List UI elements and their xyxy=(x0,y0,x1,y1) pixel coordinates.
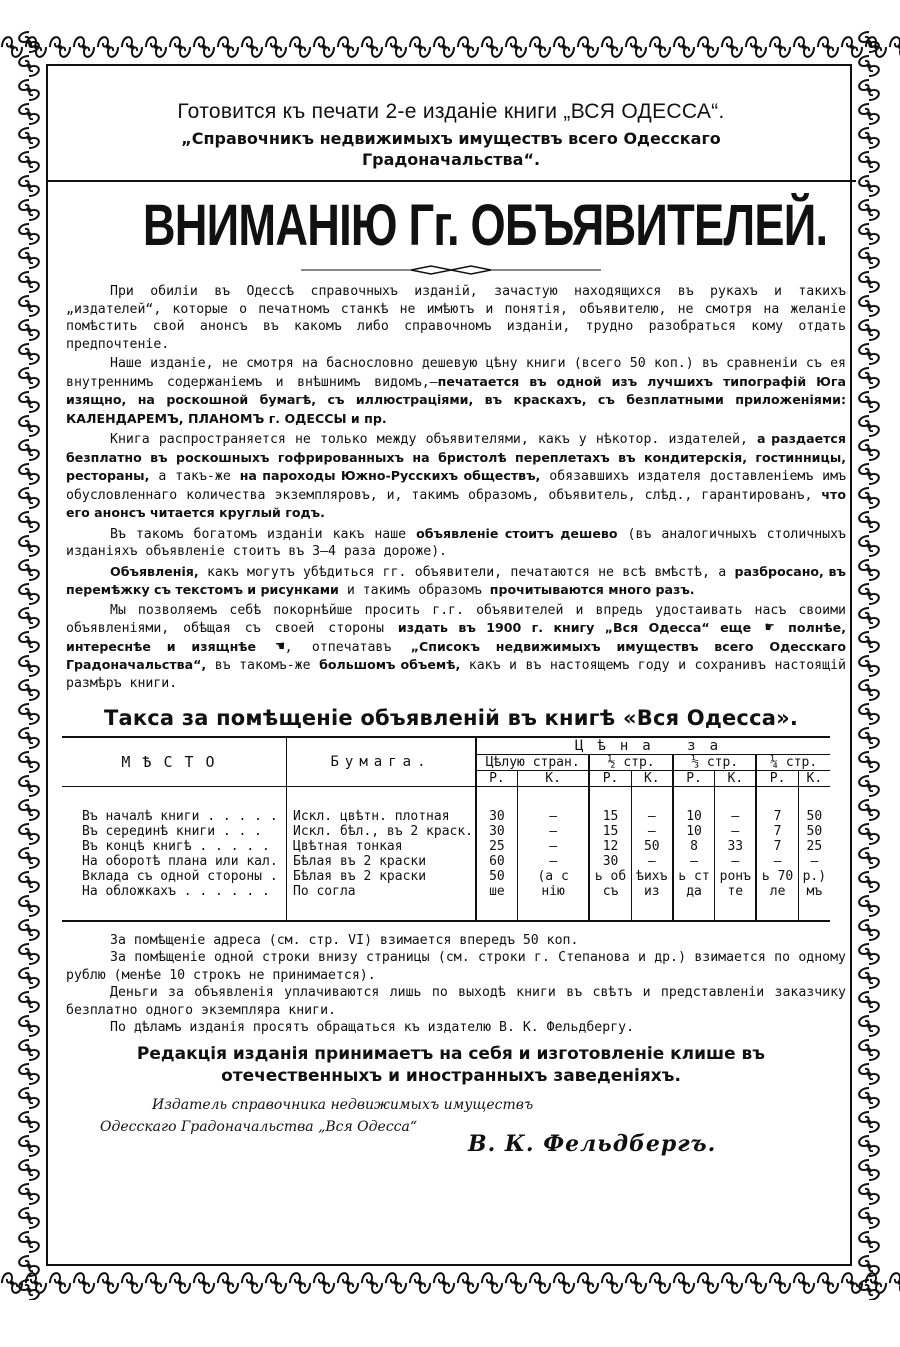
text: обязавшихъ издателя доставленіемъ имъ обусловленнаго количества экземпляровъ, и, такимъ образомъ, объявитель, слѣд., гарантированъ, xyxy=(66,469,847,503)
publisher-line: Издатель справочника недвижимыхъ имуществъ xyxy=(152,1096,534,1113)
kopecks-label: К. xyxy=(517,771,589,787)
paragraph xyxy=(66,525,846,561)
bold-text: Объявленія, xyxy=(110,563,199,579)
paper-cell: По согла xyxy=(287,884,477,899)
subheader-quarter-page: ¼ стр. xyxy=(756,755,830,771)
price-cell: из xyxy=(631,884,673,899)
subheader-half-page: ½ стр. xyxy=(589,755,673,771)
price-cell: — xyxy=(517,854,589,869)
price-cell: ронъ xyxy=(715,869,757,884)
body-text xyxy=(66,283,846,692)
ornamental-border-right xyxy=(852,30,886,1300)
bold-text: большомъ объемѣ, xyxy=(319,657,461,672)
price-cell: съ xyxy=(589,884,631,899)
signature-block xyxy=(56,1097,846,1187)
paper-cell: Цвѣтная тонкая xyxy=(287,839,477,854)
subheader-full-page: Цѣлую стран. xyxy=(476,755,589,771)
paper-cell: Искл. цвѣтн. плотная xyxy=(287,809,477,824)
price-cell: 15 xyxy=(589,809,631,824)
price-cell: (а с xyxy=(517,869,589,884)
price-cell: 10 xyxy=(673,824,715,839)
place-cell: На обложкахъ . . . . . . xyxy=(82,883,270,899)
flourish-divider xyxy=(301,263,601,277)
place-cell: Въ началѣ книги . . . . . xyxy=(82,808,278,824)
publisher-line: Одесскаго Градоначальства „Вся Одесса“ xyxy=(100,1118,418,1135)
price-cell: 8 xyxy=(673,839,715,854)
price-cell: ь 70 xyxy=(756,869,798,884)
note: За помѣщеніе адреса (см. стр. VI) взимается впередъ 50 коп. xyxy=(110,932,579,948)
editorial-notice: Редакція изданія принимаетъ на себя и изготовленіе клише въ отечественныхъ и иностранныхъ заведеніяхъ. xyxy=(136,1043,766,1086)
price-cell: 30 xyxy=(476,824,517,839)
text: какъ и въ настоящемъ году и сохранивъ настоящій размѣръ книги. xyxy=(66,658,846,691)
ornamental-border-left xyxy=(12,30,46,1300)
rates-title: Такса за помѣщеніе объявленій въ книгѣ «Вся Одесса». xyxy=(103,706,799,730)
paragraph xyxy=(66,355,846,428)
price-cell: — xyxy=(715,854,757,869)
price-cell: ь об xyxy=(589,869,631,884)
text: Наше изданіе, не смотря на баснословно дешевую цѣну книги (всего 50 коп.) въ сравненіи съ ея внутреннимъ содержаніемъ и внѣшнимъ видомъ,— xyxy=(66,356,846,390)
bold-text: издать въ 1900 г. книгу „Вся Одесса“ еще xyxy=(397,620,752,635)
text: Книга распространяется не только между объявителями, какъ у нѣкотор. издателей, xyxy=(110,432,748,447)
divider xyxy=(46,180,856,182)
price-cell: нію xyxy=(517,884,589,899)
price-cell: — xyxy=(673,854,715,869)
rates-body xyxy=(62,809,830,899)
subheader-third-page: ⅓ стр. xyxy=(673,755,757,771)
table-row xyxy=(62,839,830,854)
price-cell: 60 xyxy=(476,854,517,869)
bold-text: „Списокъ недвижимыхъ имуществъ всего Одесскаго Градоначальства“, xyxy=(66,638,846,672)
price-cell: — xyxy=(631,824,673,839)
price-cell: 25 xyxy=(476,839,517,854)
note: По дѣламъ изданія просятъ обращаться къ издателю В. К. Фельдбергу. xyxy=(110,1020,635,1035)
text: При обиліи въ Одессѣ справочныхъ изданій, зачастую находящихся въ рукахъ и такихъ „издателей“, которые о печатномъ станкѣ не имѣютъ и понятія, объявителю, не смотря на желаніе помѣстить свой анонсъ въ какомъ либо справочномъ изданіи, трудно разобраться кому отдать предпочтеніе. xyxy=(66,284,846,352)
price-cell: 7 xyxy=(756,809,798,824)
price-cell: — xyxy=(631,809,673,824)
bold-text: объявленіе стоитъ дешево xyxy=(416,525,618,541)
place-cell: Вклада съ одной стороны . xyxy=(82,868,278,884)
paper-cell: Бѣлая въ 2 краски xyxy=(287,869,477,884)
price-cell: — xyxy=(517,809,589,824)
bold-text: что его анонсъ читается круглый годъ. xyxy=(66,486,846,520)
bold-text: а раздается безплатно въ роскошныхъ гофрированныхъ на бристолѣ переплетахъ въ кондитерскія, гостинницы, рестораны, xyxy=(66,431,846,483)
price-cell: — xyxy=(517,824,589,839)
price-cell: 25 xyxy=(798,839,830,854)
price-cell: ѣихъ xyxy=(631,869,673,884)
kopecks-label: К. xyxy=(715,771,757,787)
table-row xyxy=(62,854,830,869)
page-headline: ВНИМАНІЮ Гг. ОБЪЯВИТЕЛЕЙ. xyxy=(142,193,828,258)
paragraph xyxy=(66,430,846,523)
bold-text: прочитываются много разъ. xyxy=(489,582,695,597)
price-cell: — xyxy=(631,854,673,869)
place-cell: Въ концѣ книгѣ . . . . . xyxy=(82,838,270,854)
table-row xyxy=(62,809,830,824)
column-header-price: Цѣна за xyxy=(476,737,830,755)
price-cell: р.) xyxy=(798,869,830,884)
price-cell: мъ xyxy=(798,884,830,899)
place-cell: Въ серединѣ книги . . . xyxy=(82,823,263,839)
bold-text: разбросано, въ перемѣжку съ текстомъ и рисунками xyxy=(66,563,846,597)
announcement-line: Готовится къ печати 2-е изданіе книги „ВСЯ ОДЕССА“. xyxy=(177,100,725,123)
bold-text: полнѣе, интереснѣе и изящнѣе xyxy=(66,620,846,654)
price-cell: 50 xyxy=(476,869,517,884)
rubles-label: Р. xyxy=(476,771,517,787)
publisher-name: В. К. Фельдбергъ. xyxy=(468,1130,717,1157)
table-row xyxy=(62,869,830,884)
price-cell: 7 xyxy=(756,824,798,839)
price-cell: — xyxy=(798,854,830,869)
price-cell: ше xyxy=(476,884,517,899)
price-cell: — xyxy=(715,809,757,824)
note: Деньги за объявленія уплачиваются лишь по выходѣ книги въ свѣтъ и представленіи заказчику безплатно одного экземпляра книги. xyxy=(66,985,846,1018)
kopecks-label: К. xyxy=(798,771,830,787)
ornamental-border-top xyxy=(0,30,900,64)
advertisement-page xyxy=(56,100,846,1187)
notes xyxy=(66,932,846,1037)
place-cell: На оборотѣ плана или кал. xyxy=(82,853,278,869)
column-header-place: МѢСТО xyxy=(62,737,287,787)
price-cell: — xyxy=(756,854,798,869)
price-cell: 50 xyxy=(798,824,830,839)
rubles-label: Р. xyxy=(756,771,798,787)
price-cell: 50 xyxy=(798,809,830,824)
text: какъ могутъ убѣдиться гг. объявители, печатаются не всѣ вмѣстѣ, а xyxy=(206,564,727,580)
price-cell: 30 xyxy=(476,809,517,824)
paragraph xyxy=(66,602,846,693)
text: и такимъ образомъ xyxy=(346,583,482,598)
price-cell: 7 xyxy=(756,839,798,854)
text: Въ такомъ богатомъ изданіи какъ наше xyxy=(110,526,407,542)
pointing-hand-right-icon: ☛ xyxy=(765,618,775,636)
table-row xyxy=(62,884,830,899)
text: (въ аналогичныхъ столичныхъ изданіяхъ объявленіе стоитъ въ 3—4 раза дороже). xyxy=(66,526,846,559)
price-cell: 33 xyxy=(715,839,757,854)
price-cell: те xyxy=(715,884,757,899)
price-cell: ь ст xyxy=(673,869,715,884)
price-cell: ле xyxy=(756,884,798,899)
ornamental-border-bottom xyxy=(0,1266,900,1300)
rubles-label: Р. xyxy=(673,771,715,787)
pointing-hand-left-icon: ☚ xyxy=(275,636,285,655)
price-cell: — xyxy=(517,839,589,854)
paragraph xyxy=(66,283,846,353)
column-header-paper: Бумага. xyxy=(287,737,477,787)
price-cell: — xyxy=(715,824,757,839)
price-cell: 12 xyxy=(589,839,631,854)
text: Мы позволяемъ себѣ покорнѣйше просить г.г. объявителей и впредь удостаивать насъ своими объявленіями, обѣщая съ своей стороны xyxy=(66,602,846,636)
bold-text: печатается въ одной изъ лучшихъ типографій Юга изящно, на роскошной бумагѣ, съ иллюстраціями, въ краскахъ, съ безплатными приложеніями: КАЛЕНДАРЕМЪ, ПЛАНОМЪ г. ОДЕССЫ и пр. xyxy=(66,373,847,426)
announcement-subtitle: „Справочникъ недвижимыхъ имуществъ всего Одесскаго Градоначальства“. xyxy=(181,129,721,169)
price-cell: 50 xyxy=(631,839,673,854)
price-cell: да xyxy=(673,884,715,899)
paragraph xyxy=(66,563,846,600)
price-cell: 15 xyxy=(589,824,631,839)
kopecks-label: К. xyxy=(631,771,673,787)
paper-cell: Искл. бѣл., въ 2 краск. xyxy=(287,824,477,839)
price-cell: 30 xyxy=(589,854,631,869)
rates-table xyxy=(62,736,830,922)
rubles-label: Р. xyxy=(589,771,631,787)
text: въ такомъ-же xyxy=(214,658,311,673)
text: а такъ-же xyxy=(158,469,231,484)
price-cell: 10 xyxy=(673,809,715,824)
bold-text: на пароходы Южно-Русскихъ обществъ, xyxy=(239,468,541,483)
table-row xyxy=(62,824,830,839)
paper-cell: Бѣлая въ 2 краски xyxy=(287,854,477,869)
note: За помѣщеніе одной строки внизу страницы (см. строки г. Степанова и др.) взимается по одному рублю (менѣе 10 строкъ не принимается). xyxy=(66,950,846,983)
text: , отпечатавъ xyxy=(284,639,392,655)
